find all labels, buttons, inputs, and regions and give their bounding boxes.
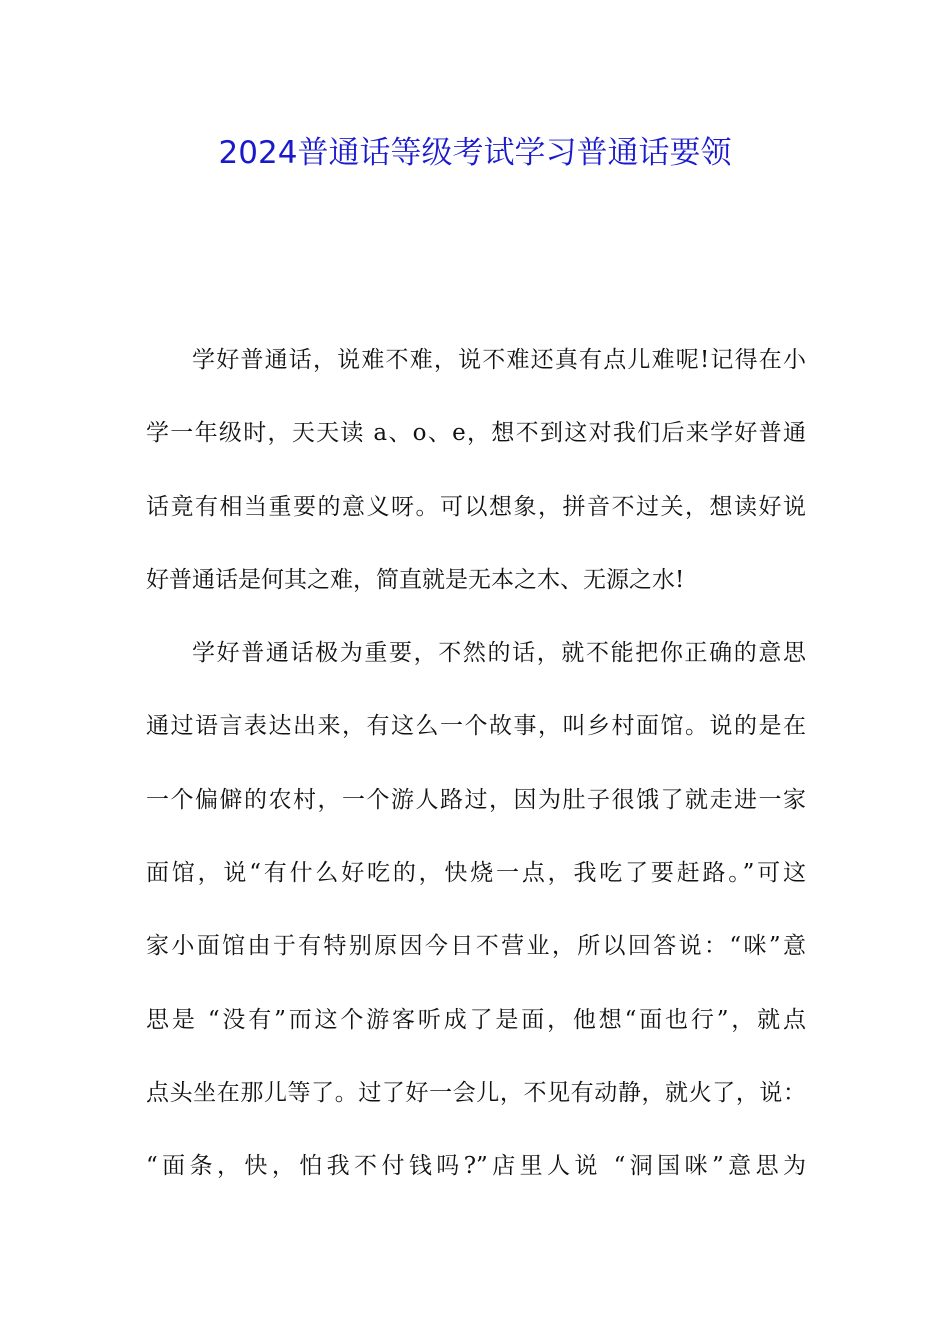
paragraph-2-line-6: 思是 “没有”而这个游客听成了是面，他想“面也行”，就点 xyxy=(146,1006,806,1033)
paragraph-1-line-1: 学好普通话，说难不难，说不难还真有点儿难呢!记得在小 xyxy=(192,347,806,373)
paragraph-2-line-1: 学好普通话极为重要，不然的话，就不能把你正确的意思 xyxy=(192,640,806,667)
paragraph-1-line-3: 话竟有相当重要的意义呀。可以想象，拼音不过关，想读好说 xyxy=(146,493,806,520)
document-body xyxy=(146,332,806,1212)
paragraph-1-line-4: 好普通话是何其之难，简直就是无本之木、无源之水! xyxy=(146,566,685,593)
document-title: 2024普通话等级考试学习普通话要领 xyxy=(218,135,732,171)
paragraph-2-line-2: 通过语言表达出来，有这么一个故事，叫乡村面馆。说的是在 xyxy=(146,713,806,740)
paragraph-1-line-2: 学一年级时，天天读 a、o、e，想不到这对我们后来学好普通 xyxy=(146,420,806,447)
paragraph-2-line-5: 家小面馆由于有特别原因今日不营业，所以回答说：“咪”意 xyxy=(146,933,806,960)
paragraph-2-line-8: “面条，快，怕我不付钱吗?”店里人说 “洞国咪”意思为 xyxy=(146,1153,806,1180)
paragraph-2-line-3: 一个偏僻的农村，一个游人路过，因为肚子很饿了就走进一家 xyxy=(146,786,806,813)
paragraph-2-line-7: 点头坐在那儿等了。过了好一会儿，不见有动静，就火了，说： xyxy=(146,1079,806,1106)
paragraph-2-line-4: 面馆，说“有什么好吃的，快烧一点，我吃了要赶路。”可这 xyxy=(146,860,806,887)
